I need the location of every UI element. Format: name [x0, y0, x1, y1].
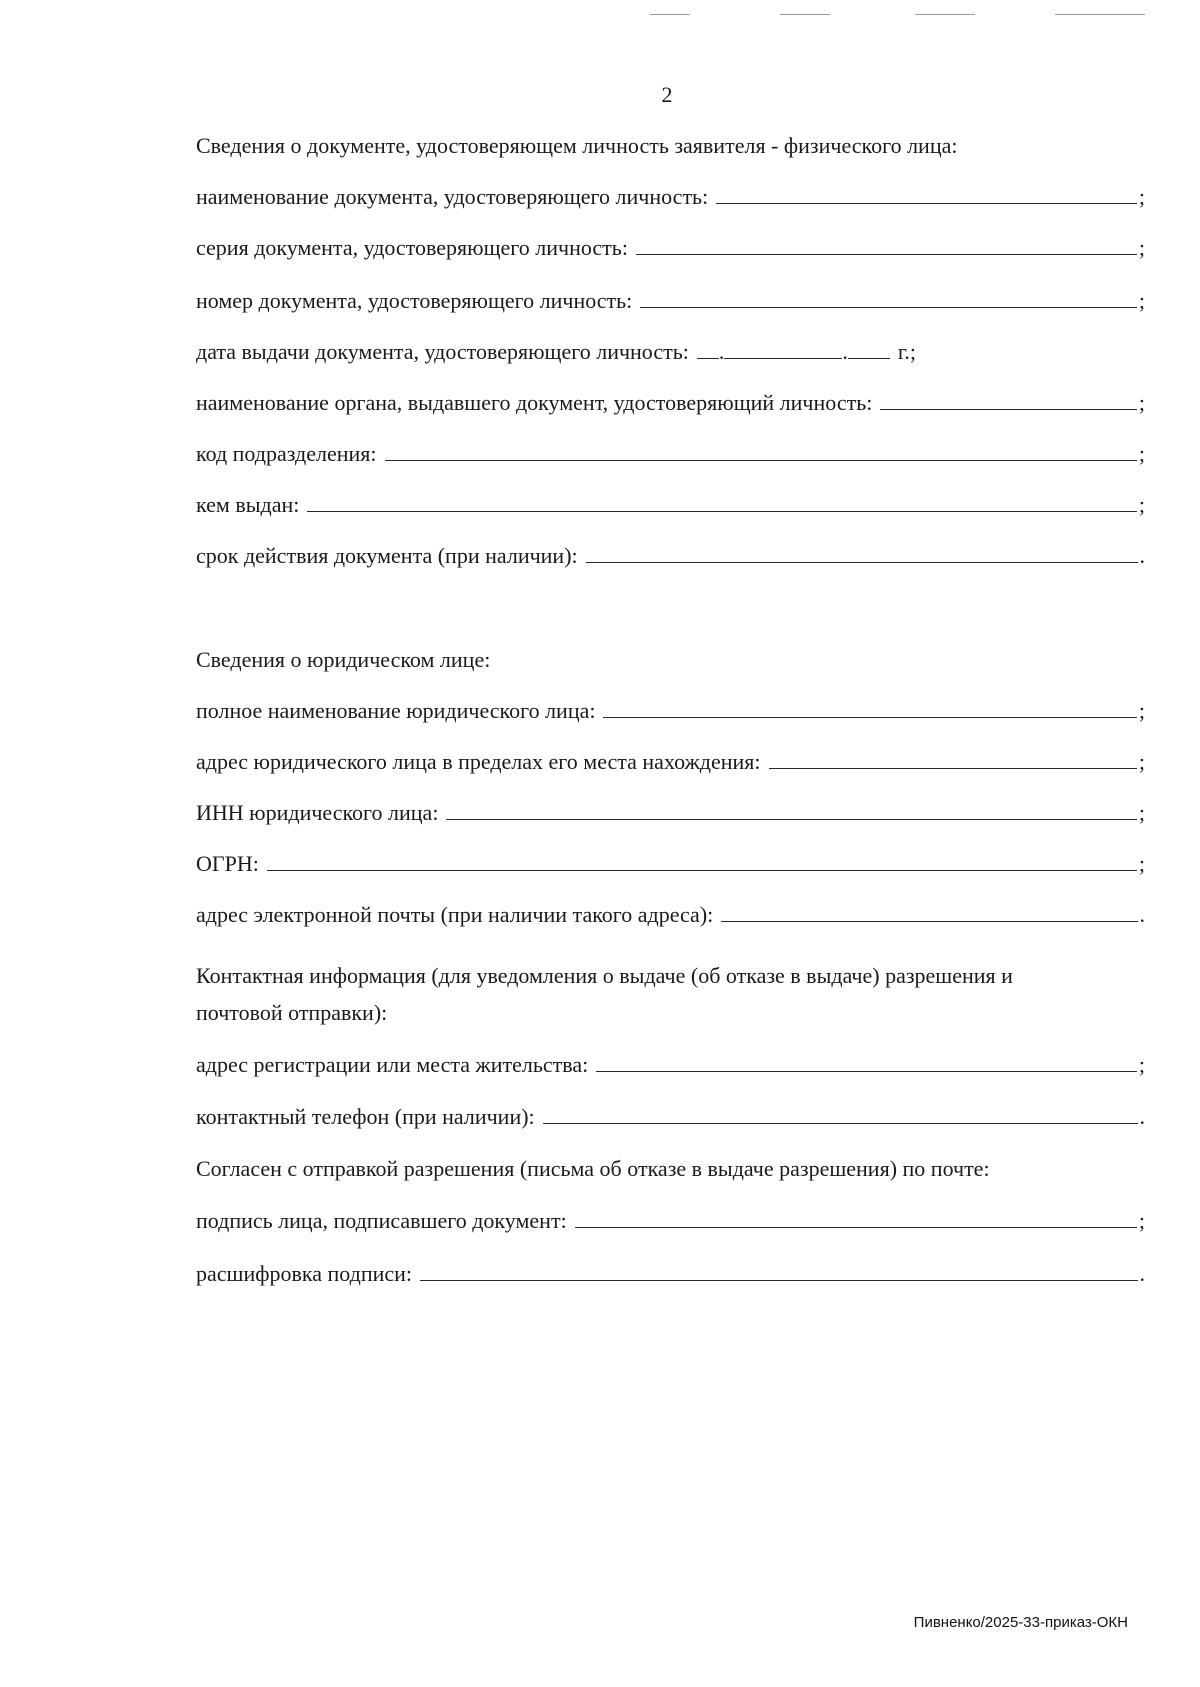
scan-artifact [650, 14, 690, 15]
fill-in-blank[interactable] [636, 238, 1137, 255]
field-label: полное наименование юридического лица: [196, 698, 596, 723]
date-separator: . [842, 339, 848, 364]
field-end: ; [1138, 1208, 1145, 1233]
field-signature-transcript [196, 1260, 1145, 1289]
field-label: код подразделения: [196, 441, 377, 466]
field-label: адрес регистрации или места жительства: [196, 1052, 589, 1077]
section-heading-identity [196, 132, 1145, 161]
field-end: . [1139, 1261, 1145, 1286]
fill-in-blank[interactable] [267, 854, 1137, 871]
fill-in-blank[interactable] [721, 905, 1137, 922]
fill-in-blank[interactable] [716, 187, 1137, 204]
field-end: ; [1138, 235, 1145, 260]
heading-text: Сведения о юридическом лице: [196, 647, 491, 672]
consent-statement [196, 1155, 1145, 1184]
field-label: адрес юридического лица в пределах его места нахождения: [196, 749, 761, 774]
year-blank[interactable] [848, 342, 890, 359]
field-validity-period [196, 542, 1145, 571]
month-blank[interactable] [724, 342, 842, 359]
field-document-name [196, 183, 1145, 212]
field-label: дата выдачи документа, удостоверяющего личность: [196, 339, 689, 364]
fill-in-blank[interactable] [586, 546, 1138, 563]
fill-in-blank[interactable] [446, 803, 1136, 820]
field-issued-by [196, 491, 1145, 520]
field-label: кем выдан: [196, 492, 300, 517]
page-number: 2 [661, 82, 673, 107]
field-end: ; [1138, 1052, 1145, 1077]
section-heading-legal-entity [196, 646, 1145, 675]
fill-in-blank[interactable] [385, 444, 1137, 461]
field-label: расшифровка подписи: [196, 1261, 413, 1286]
field-end: ; [1138, 390, 1145, 415]
field-label: ИНН юридического лица: [196, 800, 439, 825]
field-inn [196, 799, 1145, 828]
field-label: адрес электронной почты (при наличии такого адреса): [196, 902, 714, 927]
field-label: серия документа, удостоверяющего личность: [196, 235, 628, 260]
field-end: ; [1138, 441, 1145, 466]
field-end: ; [1138, 288, 1145, 313]
fill-in-blank[interactable] [640, 291, 1137, 308]
fill-in-blank[interactable] [575, 1211, 1137, 1228]
field-label: номер документа, удостоверяющего личность: [196, 288, 633, 313]
field-department-code [196, 440, 1145, 469]
field-ogrn [196, 850, 1145, 879]
field-label: контактный телефон (при наличии): [196, 1104, 535, 1129]
date-suffix: г.; [897, 339, 917, 364]
fill-in-blank[interactable] [769, 752, 1137, 769]
field-end: ; [1138, 184, 1145, 209]
scan-artifact [780, 14, 830, 15]
document-reference-code: Пивненко/2025-33-приказ-ОКН [913, 1614, 1128, 1631]
date-separator: . [718, 339, 725, 364]
field-email [196, 901, 1145, 930]
field-label: срок действия документа (при наличии): [196, 543, 578, 568]
field-label: ОГРН: [196, 851, 259, 876]
field-end: ; [1138, 749, 1145, 774]
field-end: ; [1138, 851, 1145, 876]
field-registration-address [196, 1051, 1145, 1080]
consent-text: Согласен с отправкой разрешения (письма об отказе в выдаче разрешения) по почте: [196, 1156, 990, 1181]
field-end: . [1139, 543, 1145, 568]
field-label: подпись лица, подписавшего документ: [196, 1208, 567, 1233]
day-blank[interactable] [697, 342, 719, 359]
field-document-number [196, 287, 1145, 316]
field-end: ; [1138, 698, 1145, 723]
heading-text: Сведения о документе, удостоверяющем личность заявителя - физического лица: [196, 133, 958, 158]
fill-in-blank[interactable] [543, 1107, 1138, 1124]
fill-in-blank[interactable] [420, 1264, 1137, 1281]
field-issue-date [196, 338, 1145, 367]
fill-in-blank[interactable] [603, 701, 1136, 718]
field-label: наименование органа, выдавшего документ, удостоверяющий личность: [196, 390, 873, 415]
field-legal-entity-address [196, 748, 1145, 777]
field-issuing-authority [196, 389, 1145, 418]
scan-artifact [915, 14, 975, 15]
field-signature [196, 1207, 1145, 1236]
scan-artifact [1055, 14, 1145, 15]
field-end: . [1139, 902, 1145, 927]
field-label: наименование документа, удостоверяющего личность: [196, 184, 709, 209]
fill-in-blank[interactable] [596, 1055, 1137, 1072]
fill-in-blank[interactable] [307, 495, 1137, 512]
field-document-series [196, 234, 1145, 263]
field-end: ; [1138, 800, 1145, 825]
field-end: . [1139, 1104, 1145, 1129]
contact-info-heading: Контактная информация (для уведомления о выдаче (об отказе в выдаче) разрешения и почтовой отправки): [196, 963, 1013, 1025]
field-contact-phone [196, 1103, 1145, 1132]
field-end: ; [1138, 492, 1145, 517]
fill-in-blank[interactable] [880, 393, 1137, 410]
field-legal-entity-name [196, 697, 1145, 726]
